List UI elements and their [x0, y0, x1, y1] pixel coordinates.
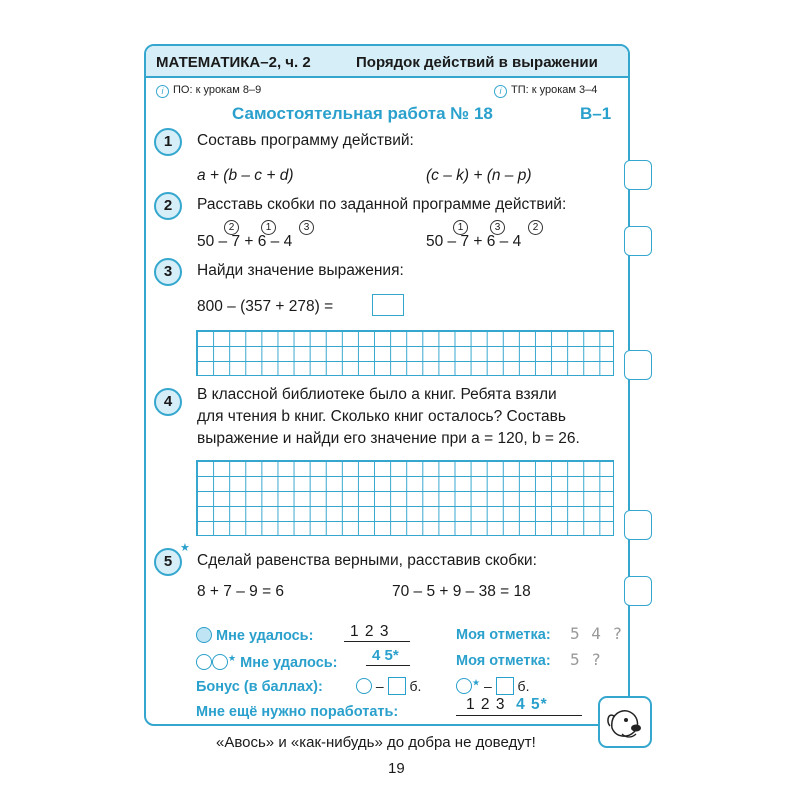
selfcheck-row1: Мне удалось: [196, 627, 313, 644]
underline [456, 715, 582, 716]
order-mark: 3 [299, 220, 314, 235]
side-tab [624, 510, 652, 540]
header-topic: Порядок действий в выражении [356, 54, 598, 71]
order-mark: 3 [490, 220, 505, 235]
bonus-score-star: ★ – б. [456, 677, 529, 695]
selfcheck-row2: ★ Мне удалось: [196, 653, 338, 671]
expression: 8 + 7 – 9 = 6 [197, 583, 285, 600]
mascot-dog-icon [598, 696, 652, 748]
grid-answer-area[interactable] [196, 330, 614, 376]
side-tab [624, 350, 652, 380]
expression: 800 – (357 + 278) = [197, 298, 334, 315]
more-work-label: Мне ещё нужно поработать: [196, 704, 399, 720]
task-number: 3 [154, 258, 182, 286]
grade-options: 5 ? [570, 650, 602, 669]
task-number: 5 [154, 548, 182, 576]
expression: 50 – 7 + 6 – 4 [197, 233, 293, 250]
answer-box[interactable] [372, 294, 404, 316]
grid-answer-area[interactable] [196, 460, 614, 536]
expression: (c – k) + (n – p) [426, 167, 532, 184]
work-variant: В–1 [580, 104, 612, 123]
order-mark: 2 [224, 220, 239, 235]
order-mark: 2 [528, 220, 543, 235]
task-number: 2 [154, 192, 182, 220]
info-tp: i ТП: к урокам 3–4 [494, 84, 597, 98]
task-text: Составь программу действий: [197, 132, 414, 149]
grade-options: 5 4 ? [570, 624, 624, 643]
task-text-line: для чтения b книг. Сколько книг осталось? Составь [197, 408, 566, 425]
side-tab [624, 226, 652, 256]
circle-icon [456, 678, 472, 694]
side-tab [624, 576, 652, 606]
selfcheck-values: 4 5* [372, 647, 399, 664]
selfcheck-values: 1 2 3 [350, 623, 390, 640]
task-number: 1 [154, 128, 182, 156]
more-work-values: 1 2 3 4 5* [466, 696, 548, 713]
header-subject: МАТЕМАТИКА–2, ч. 2 [156, 54, 311, 71]
info-po: i ПО: к урокам 8–9 [156, 84, 261, 98]
task-number: 4 [154, 388, 182, 416]
proverb: «Авось» и «как-нибудь» до добра не доведут! [216, 734, 536, 751]
side-tab [624, 160, 652, 190]
circle-icon [212, 654, 228, 670]
star-icon: ★ [180, 542, 190, 554]
task-text: Сделай равенства верными, расставив скобки: [197, 552, 537, 569]
task-text: Расставь скобки по заданной программе действий: [197, 196, 567, 213]
score-box[interactable] [388, 677, 406, 695]
circle-icon [356, 678, 372, 694]
circle-icon [196, 654, 212, 670]
task-text: Найди значение выражения: [197, 262, 404, 279]
underline [344, 641, 410, 642]
expression: 70 – 5 + 9 – 38 = 18 [392, 583, 531, 600]
underline [366, 665, 410, 666]
grade-label: Моя отметка: [456, 627, 551, 643]
info-icon: i [494, 85, 507, 98]
expression: a + (b – c + d) [197, 167, 294, 184]
info-icon: i [156, 85, 169, 98]
work-title: Самостоятельная работа № 18 [232, 104, 493, 123]
page-number: 19 [388, 760, 405, 777]
task-text-line: В классной библиотеке было a книг. Ребята взяли [197, 386, 557, 403]
expression: 50 – 7 + 6 – 4 [426, 233, 522, 250]
filled-circle-icon [196, 627, 212, 643]
order-mark: 1 [261, 220, 276, 235]
task-text-line: выражение и найди его значение при a = 120, b = 26. [197, 430, 580, 447]
bonus-score: – б. [356, 677, 421, 695]
order-mark: 1 [453, 220, 468, 235]
score-box[interactable] [496, 677, 514, 695]
bonus-label: Бонус (в баллах): [196, 679, 323, 695]
grade-label: Моя отметка: [456, 653, 551, 669]
